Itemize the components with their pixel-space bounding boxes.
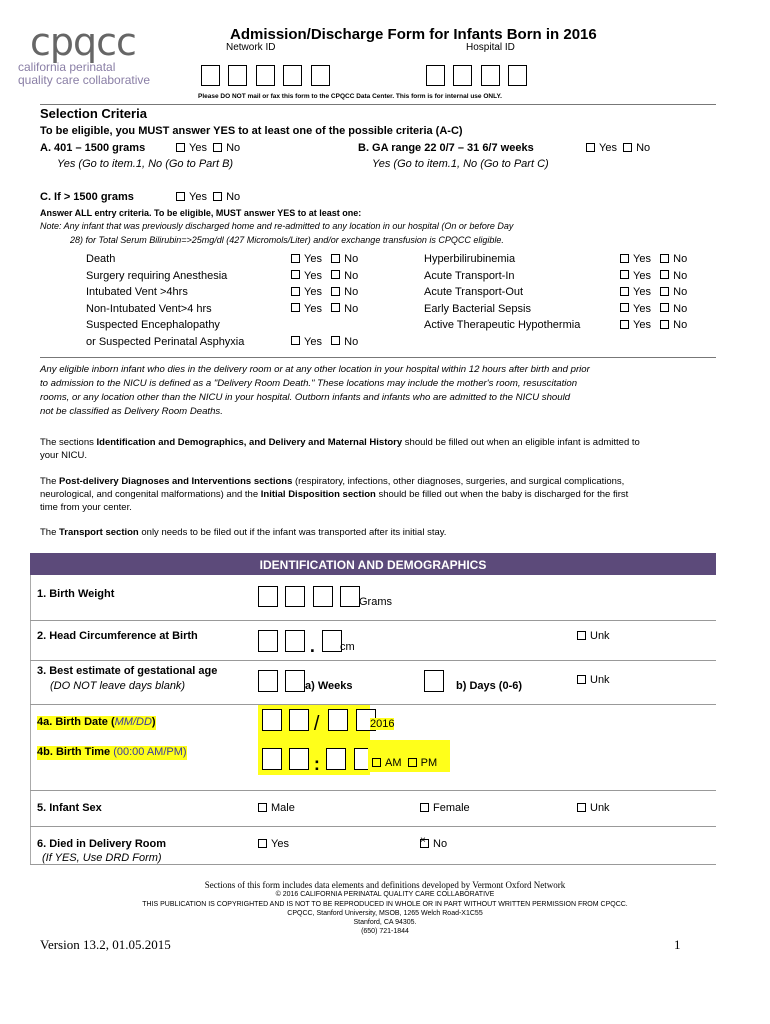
- divider: [30, 790, 716, 791]
- paragraph-transport: The Transport section only needs to be filed out if the infant was transported after its initial stay.: [40, 527, 447, 538]
- footer-city: Stanford, CA 94305.: [353, 919, 417, 926]
- birth-time-label: 4b. Birth Time (00:00 AM/PM): [37, 746, 187, 758]
- ga-days-box[interactable]: [424, 670, 444, 697]
- died-label: 6. Died in Delivery Room: [37, 838, 166, 850]
- criteria-c-label: C. If > 1500 grams: [40, 191, 134, 203]
- logo-subtitle-1: california perinatal: [18, 60, 116, 74]
- divider: [30, 826, 716, 827]
- weeks-label: a) Weeks: [305, 680, 353, 692]
- criteria-b-note: Yes (Go to item.1, No (Go to Part C): [372, 158, 549, 170]
- network-id-boxes[interactable]: [201, 65, 330, 91]
- criteria-a-label: A. 401 – 1500 grams: [40, 142, 146, 154]
- network-id-label: Network ID: [226, 42, 276, 53]
- cm-label: cm: [340, 641, 355, 653]
- infant-sex-label: 5. Infant Sex: [37, 802, 102, 814]
- divider: [30, 575, 32, 865]
- hospital-id-boxes[interactable]: [426, 65, 527, 91]
- version-label: Version 13.2, 01.05.2015: [40, 937, 171, 952]
- right-criteria-options[interactable]: Yes No Yes No Yes No Yes No Yes No: [620, 251, 687, 334]
- criteria-death: Death: [86, 253, 116, 265]
- head-circ-boxes[interactable]: .: [258, 630, 342, 657]
- grams-label: Grams: [359, 596, 392, 608]
- head-circ-label: 2. Head Circumference at Birth: [37, 630, 198, 642]
- birth-time-boxes[interactable]: :: [262, 748, 374, 775]
- paragraph-post-delivery: The Post-delivery Diagnoses and Interventions sections (respiratory, infections, other diagnoses, surgeries, and surgical complications, neurological, and congenital malformations) and the Initial Disposition section should be filled out when the baby is discharged for the first time from your center.: [40, 476, 629, 513]
- paragraph-sections: The sections Identification and Demographics, and Delivery and Maternal History should be filled out when an eligible infant is admitted to your NICU.: [40, 437, 640, 461]
- criteria-transport-out: Acute Transport-Out: [424, 286, 524, 298]
- birth-year: 2016: [370, 718, 395, 730]
- divider: [30, 704, 716, 705]
- birth-date-label: 4a. Birth Date (MM/DD): [37, 716, 156, 728]
- criteria-intubated: Intubated Vent >4hrs: [86, 286, 188, 298]
- sex-unk-option[interactable]: Unk: [577, 802, 610, 814]
- form-title: Admission/Discharge Form for Infants Born in 2016: [230, 26, 597, 43]
- left-criteria-options[interactable]: Yes No Yes No Yes No Yes No Yes No: [291, 251, 358, 350]
- birth-weight-boxes[interactable]: [258, 586, 360, 612]
- ga-note: (DO NOT leave days blank): [50, 680, 186, 692]
- note-line-2: 28) for Total Serum Bilirubin=>25mg/dl (427 Micromols/Liter) and/or exchange transfusion is CPQCC eligible.: [70, 235, 504, 245]
- ga-unk[interactable]: Unk: [577, 674, 610, 686]
- sex-female-option[interactable]: Female: [420, 802, 470, 814]
- ga-weeks-boxes[interactable]: [258, 670, 305, 697]
- criteria-sepsis: Early Bacterial Sepsis: [424, 302, 531, 315]
- sex-male-option[interactable]: Male: [258, 802, 295, 814]
- criteria-surgery: Surgery requiring Anesthesia: [86, 269, 228, 282]
- divider: [40, 357, 716, 358]
- criteria-hypothermia: Active Therapeutic Hypothermia: [424, 319, 581, 331]
- criteria-asphyxia: or Suspected Perinatal Asphyxia: [86, 335, 245, 348]
- left-criteria-list: [86, 251, 244, 350]
- head-circ-unk[interactable]: Unk: [577, 630, 610, 642]
- criteria-a-note: Yes (Go to item.1, No (Go to Part B): [57, 158, 234, 170]
- am-pm-options[interactable]: AM PM: [372, 757, 437, 769]
- footer-address: CPQCC, Stanford University, MSOB, 1265 Welch Road-X1C55: [287, 910, 483, 917]
- died-yes-option[interactable]: Yes: [258, 838, 289, 850]
- criteria-a-options[interactable]: Yes No: [176, 142, 240, 154]
- criteria-non-intubated: Non-Intubated Vent>4 hrs: [86, 302, 212, 315]
- answer-all-text: Answer ALL entry criteria. To be eligible, MUST answer YES to at least one:: [40, 208, 362, 218]
- page-number: 1: [674, 937, 681, 952]
- logo-subtitle-2: quality care collaborative: [18, 73, 151, 87]
- divider: [30, 660, 716, 661]
- divider: [30, 864, 716, 865]
- selection-heading: Selection Criteria: [40, 106, 147, 121]
- divider: [40, 104, 716, 105]
- criteria-transport-in: Acute Transport-In: [424, 269, 515, 282]
- criteria-hyperbilirubinemia: Hyperbilirubinemia: [424, 253, 516, 265]
- criteria-b-options[interactable]: Yes No: [586, 142, 650, 154]
- died-note: (If YES, Use DRD Form): [42, 852, 162, 864]
- footer-copyright: © 2016 CALIFORNIA PERINATAL QUALITY CARE COLLABORATIVE: [275, 891, 495, 898]
- identification-header: IDENTIFICATION AND DEMOGRAPHICS: [30, 553, 716, 575]
- criteria-c-options[interactable]: Yes No: [176, 191, 240, 203]
- note-line-1: Note: Any infant that was previously discharged home and re-admitted to any location in our hospital (On or before Day: [40, 221, 514, 231]
- footer-von: Sections of this form includes data elements and definitions developed by Vermont Oxford Network: [204, 880, 566, 890]
- eligibility-text: To be eligible, you MUST answer YES to at least one of the possible criteria (A-C): [40, 125, 463, 137]
- footer-permission: THIS PUBLICATION IS COPYRIGHTED AND IS NOT TO BE REPRODUCED IN WHOLE OR IN PART WITHOUT WRITTEN PERMISSION FROM CPQCC.: [142, 901, 628, 908]
- right-criteria-list: [424, 251, 580, 334]
- delivery-room-death-text: Any eligible inborn infant who dies in the delivery room or at any other location in your hospital within 12 hours after birth and prior to admission to the NICU is defined as a "Delivery Room Death." These locations may include the mother's room, resuscitation rooms, or any location other than the NICU in your hospital. Outborn infants and infants who are admitted to the NICU should not be classified as Delivery Room Deaths.: [40, 364, 590, 417]
- cpqcc-logo: cpqcc: [30, 20, 136, 64]
- criteria-b-label: B. GA range 22 0/7 – 31 6/7 weeks: [358, 142, 534, 154]
- birth-weight-label: 1. Birth Weight: [37, 588, 115, 600]
- days-label: b) Days (0-6): [456, 680, 523, 692]
- footer-phone: (650) 721-1844: [361, 928, 409, 935]
- divider: [30, 620, 716, 621]
- internal-use-notice: Please DO NOT mail or fax this form to the CPQCC Data Center. This form is for internal use ONLY.: [198, 93, 502, 100]
- birth-date-boxes[interactable]: /: [262, 709, 376, 736]
- ga-label: 3. Best estimate of gestational age: [37, 665, 218, 677]
- died-no-option[interactable]: × No: [420, 838, 447, 850]
- criteria-encephalopathy: Suspected Encephalopathy: [86, 319, 220, 331]
- hospital-id-label: Hospital ID: [466, 42, 515, 53]
